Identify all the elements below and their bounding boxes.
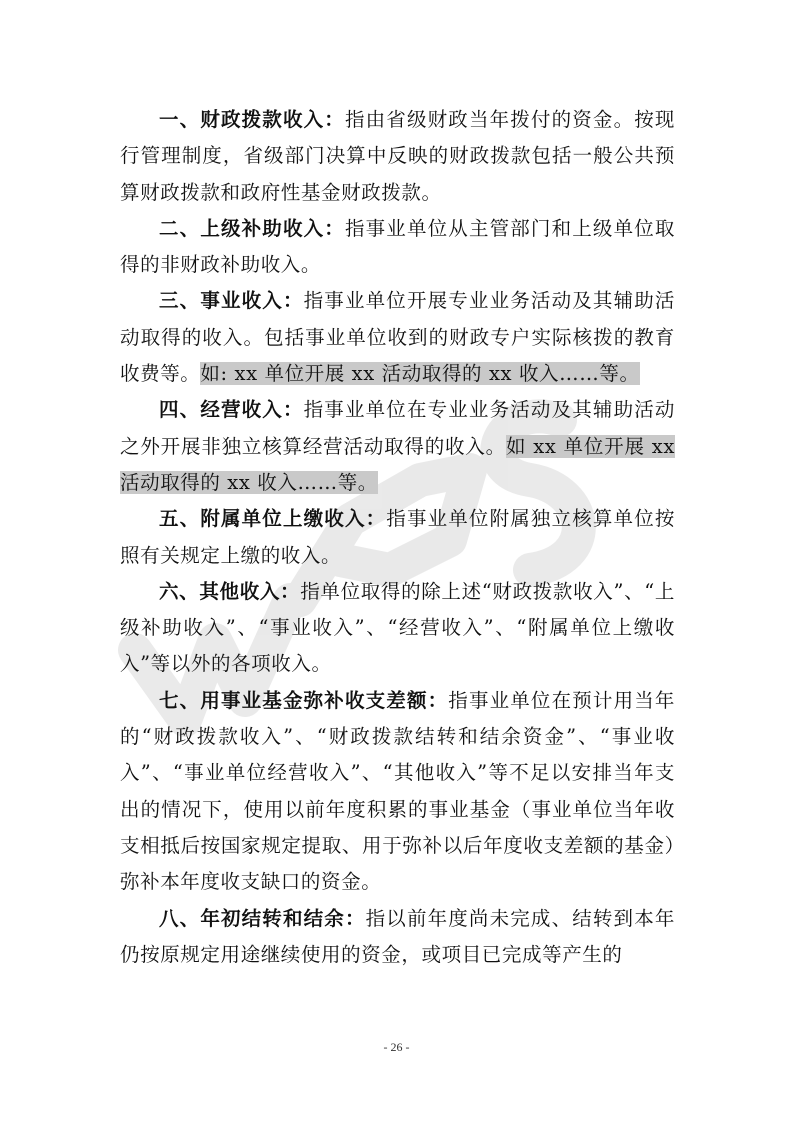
paragraph-3-heading: 三、事业收入： bbox=[159, 289, 304, 313]
paragraph-2 bbox=[120, 211, 675, 284]
paragraph-3-highlight: 如: xx 单位开展 xx 活动取得的 xx 收入……等。 bbox=[200, 362, 640, 386]
paragraph-1-heading: 一、财政拨款收入： bbox=[159, 108, 345, 131]
paragraph-7-heading: 七、用事业基金弥补收支差额： bbox=[159, 688, 449, 712]
paragraph-8-heading: 八、年初结转和结余： bbox=[159, 906, 366, 930]
paragraph-5 bbox=[120, 501, 675, 574]
paragraph-4 bbox=[120, 392, 675, 501]
paragraph-3 bbox=[120, 283, 675, 392]
paragraph-2-body: 指事业单位从主管部门和上级单位取得的非财政补助收入。 bbox=[120, 216, 675, 277]
paragraph-8-body: 指以前年度尚未完成、结转到本年仍按原规定用途继续使用的资金，或项目已完成等产生的 bbox=[120, 906, 675, 966]
paragraph-5-body: 指事业单位附属独立核算单位按照有关规定上缴的收入。 bbox=[120, 507, 675, 567]
paragraph-6-body: 指单位取得的除上述“财政拨款收入”、“上级补助收入”、“事业收入”、“经营收入”、“附属单位上缴收入”等以外的各项收入。 bbox=[120, 579, 675, 676]
paragraph-1 bbox=[120, 102, 675, 211]
paragraph-8 bbox=[120, 901, 675, 974]
paragraph-2-heading: 二、上级补助收入： bbox=[159, 216, 345, 240]
page-number: - 26 - bbox=[383, 1040, 410, 1054]
body-text bbox=[120, 102, 675, 973]
paragraph-3-body: 指事业单位开展专业业务活动及其辅助活动取得的收入。包括事业单位收到的财政专户实际核拨的教育收费等。 bbox=[120, 289, 675, 386]
paragraph-1-body: 指由省级财政当年拨付的资金。按现行管理制度，省级部门决算中反映的财政拨款包括一般公共预算财政拨款和政府性基金财政拨款。 bbox=[120, 108, 675, 204]
paragraph-6-heading: 六、其他收入： bbox=[159, 579, 301, 603]
paragraph-4-highlight: 如 xx 单位开展 xx 活动取得的 xx 收入……等。 bbox=[120, 434, 675, 494]
paragraph-7 bbox=[120, 683, 675, 901]
paragraph-4-heading: 四、经营收入： bbox=[159, 398, 304, 422]
paragraph-6 bbox=[120, 574, 675, 683]
paragraph-4-body: 指事业单位在专业业务活动及其辅助活动之外开展非独立核算经营活动取得的收入。 bbox=[120, 398, 675, 458]
paragraph-5-heading: 五、附属单位上缴收入： bbox=[159, 507, 387, 531]
paragraph-7-body: 指事业单位在预计用当年的“财政拨款收入”、“财政拨款结转和结余资金”、“事业收入”、“事业单位经营收入”、“其他收入”等不足以安排当年支出的情况下，使用以前年度积累的事业基金（事业单位当年收支相抵后按国家规定提取、用于弥补以后年度收支差额的基金）弥补本年度收支缺口的资金。 bbox=[120, 688, 675, 894]
